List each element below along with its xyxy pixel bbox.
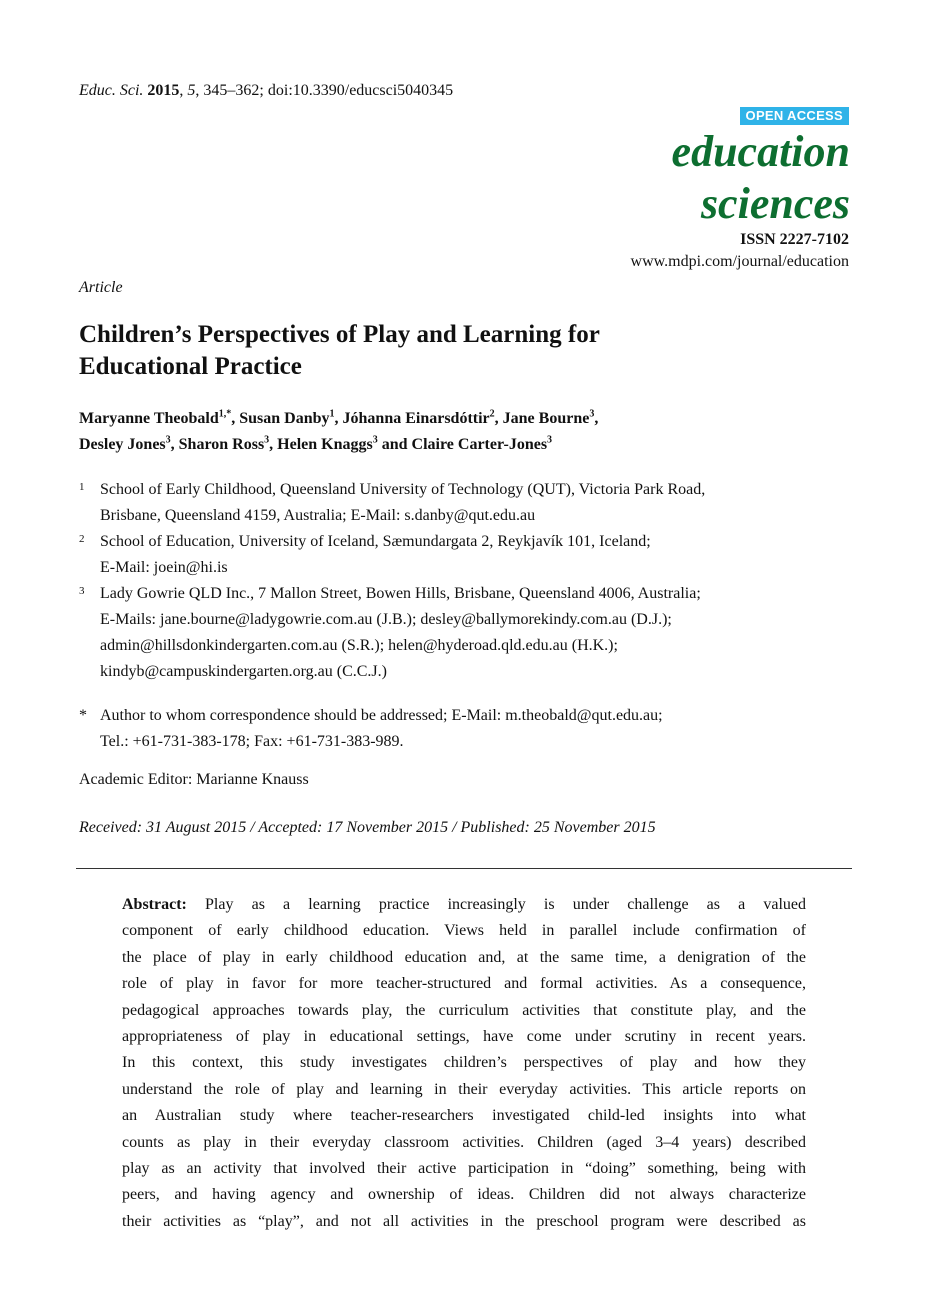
- affiliation-2: [79, 529, 849, 581]
- correspondence-mark: *: [79, 707, 87, 724]
- author-line-2: Desley Jones$^3$, Sharon Ross$^3$, Helen Knaggs$^3$ and Claire Carter-Jones$^3$: [79, 434, 553, 453]
- author-name: Jane Bourne: [502, 410, 590, 427]
- author-name: Maryanne Theobald: [79, 410, 219, 427]
- author-affil: 1,*: [218, 408, 232, 420]
- affiliation-number: 1: [79, 481, 85, 493]
- author-affil: 3: [165, 434, 171, 446]
- academic-editor: Academic Editor: Marianne Knauss: [79, 771, 309, 788]
- abstract-line: role of play in favor for more teacher-structured and formal activities. As a consequence,: [122, 975, 806, 993]
- abstract-line: appropriateness of play in educational settings, have come under scrutiny in recent years.: [122, 1028, 806, 1046]
- paper-title: [79, 319, 849, 383]
- journal-logo: [672, 126, 850, 230]
- citation-line: Educ. Sci. 2015, 5, 345–362; doi:10.3390/educsci5040345: [79, 82, 454, 99]
- abstract-line: an Australian study where teacher-researchers investigated child-led insights into what: [122, 1107, 806, 1125]
- affiliation-list: [79, 477, 849, 685]
- abstract-line: play as an activity that involved their active participation in “doing” something, being with: [122, 1160, 806, 1178]
- author-name: Jóhanna Einarsdóttir: [342, 410, 490, 427]
- journal-name-line2: sciences: [700, 179, 850, 228]
- journal-issn: ISSN 2227-7102: [740, 231, 849, 248]
- author-affil: 3: [547, 434, 553, 446]
- journal-url: www.mdpi.com/journal/education: [630, 253, 849, 270]
- abstract-line: peers, and having agency and ownership of ideas. Children did not always characterize: [122, 1186, 806, 1204]
- author-name: Claire Carter-Jones: [411, 436, 548, 453]
- affiliation-line: Lady Gowrie QLD Inc., 7 Mallon Street, Bowen Hills, Brisbane, Queensland 4006, Australia;: [100, 585, 701, 602]
- author-name: Susan Danby: [239, 410, 330, 427]
- correspondence-line: Tel.: +61-731-383-178; Fax: +61-731-383-989.: [100, 733, 404, 750]
- paper-title-line1: Children’s Perspectives of Play and Learning for: [79, 321, 600, 348]
- author-affil: 2: [489, 408, 495, 420]
- journal-name-line1: education: [671, 127, 850, 176]
- affiliation-line: Brisbane, Queensland 4159, Australia; E-Mail: s.danby@qut.edu.au: [100, 507, 536, 524]
- citation-pages-doi: 345–362; doi:10.3390/educsci5040345: [203, 82, 454, 99]
- author-name: Helen Knaggs: [277, 436, 373, 453]
- affiliation-line: kindyb@campuskindergarten.org.au (C.C.J.): [100, 663, 387, 680]
- abstract-line: component of early childhood education. Views held in parallel include confirmation of: [122, 922, 806, 940]
- journal-abbrev: Educ. Sci.: [79, 82, 144, 99]
- section-divider: [76, 868, 852, 869]
- abstract-label: Abstract:: [122, 896, 187, 913]
- abstract-line: counts as play in their everyday classroom activities. Children (aged 3–4 years) described: [122, 1133, 806, 1151]
- affiliation-line: E-Mails: jane.bourne@ladygowrie.com.au (J.B.); desley@ballymorekindy.com.au (D.J.);: [100, 611, 672, 628]
- publication-dates: Received: 31 August 2015 / Accepted: 17 November 2015 / Published: 25 November 2015: [79, 819, 656, 836]
- author-name: Desley Jones: [79, 436, 166, 453]
- abstract-line: the place of play in early childhood education and, at the same time, a denigration of the: [122, 948, 806, 966]
- abstract: [122, 892, 806, 1235]
- affiliation-line: School of Education, University of Iceland, Sæmundargata 2, Reykjavík 101, Iceland;: [100, 533, 651, 550]
- affiliation-number: 2: [79, 533, 85, 545]
- affiliation-line: admin@hillsdonkindergarten.com.au (S.R.); helen@hyderoad.qld.edu.au (H.K.);: [100, 637, 618, 654]
- open-access-badge: OPEN ACCESS: [740, 107, 849, 125]
- citation-volume: 5: [187, 82, 196, 99]
- author-affil: 1: [329, 408, 335, 420]
- affiliation-3: [79, 581, 849, 685]
- correspondence-line: Author to whom correspondence should be addressed; E-Mail: m.theobald@qut.edu.au;: [100, 707, 663, 724]
- author-name: Sharon Ross: [178, 436, 265, 453]
- citation-year: 2015: [147, 82, 180, 99]
- affiliation-1: [79, 477, 849, 529]
- affiliation-line: School of Early Childhood, Queensland University of Technology (QUT), Victoria Park Road,: [100, 481, 706, 498]
- abstract-line: their activities as “play”, and not all activities in the preschool program were described as: [122, 1212, 806, 1230]
- author-affil: 3: [589, 408, 595, 420]
- paper-title-line2: Educational Practice: [79, 353, 302, 380]
- article-type: Article: [79, 279, 123, 296]
- affiliation-number: 3: [79, 585, 85, 597]
- correspondence-note: [79, 703, 849, 755]
- abstract-line: pedagogical approaches towards play, the curriculum activities that constitute play, and the: [122, 1001, 806, 1019]
- abstract-line: [122, 892, 806, 918]
- abstract-text: Play as a learning practice increasingly is under challenge as a valued: [205, 896, 807, 913]
- abstract-line: In this context, this study investigates children’s perspectives of play and how they: [122, 1054, 806, 1072]
- affiliation-line: E-Mail: joein@hi.is: [100, 559, 228, 576]
- author-affil: 3: [372, 434, 378, 446]
- abstract-line: understand the role of play and learning in their everyday activities. This article reports on: [122, 1080, 806, 1098]
- author-line-1: Maryanne Theobald$^{1,*}$, Susan Danby$^1$, Jóhanna Einarsdóttir$^2$, Jane Bourne$^3$,: [79, 408, 599, 427]
- author-affil: 3: [264, 434, 270, 446]
- author-list: [79, 406, 849, 458]
